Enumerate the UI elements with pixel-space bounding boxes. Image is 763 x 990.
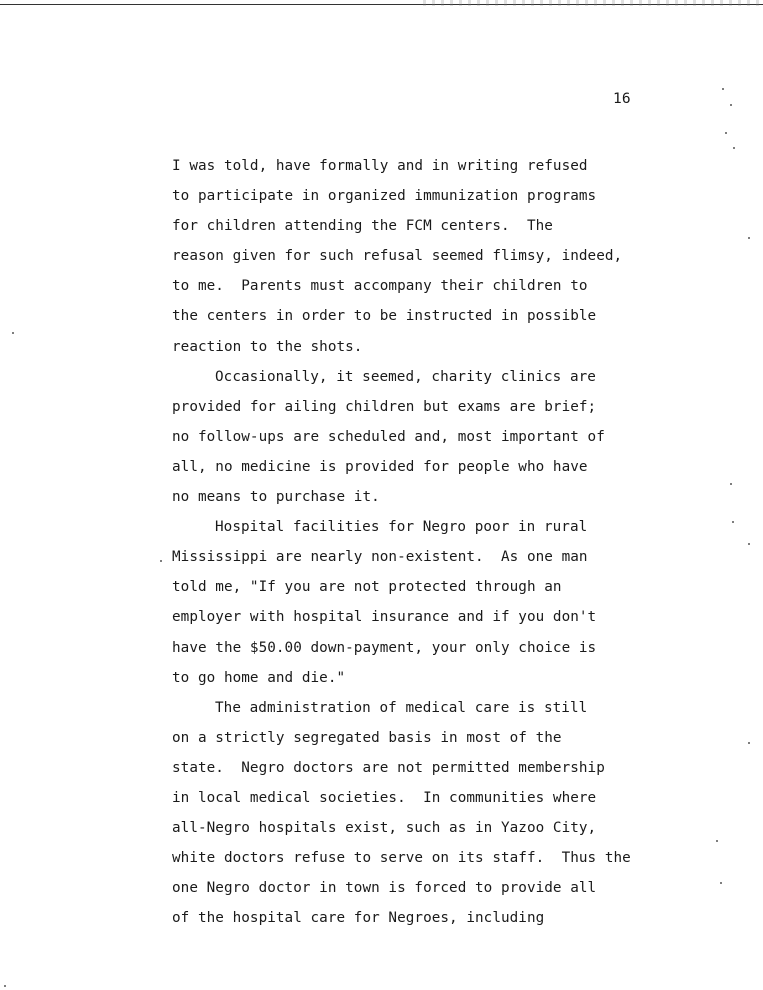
text-line: to participate in organized immunization programs bbox=[172, 188, 597, 205]
text-line: employer with hospital insurance and if you don't bbox=[172, 609, 597, 626]
scan-speck bbox=[748, 742, 750, 744]
scan-speck bbox=[716, 840, 718, 842]
text-line: have the $50.00 down-payment, your only choice is bbox=[172, 639, 597, 656]
text-line: for children attending the FCM centers. The bbox=[172, 218, 553, 235]
text-line: state. Negro doctors are not permitted membership bbox=[172, 759, 605, 776]
text-line: all-Negro hospitals exist, such as in Yazoo City, bbox=[172, 820, 597, 837]
text-line: no follow-ups are scheduled and, most important of bbox=[172, 428, 605, 445]
text-line: of the hospital care for Negroes, including bbox=[172, 910, 545, 927]
page-number: 16 bbox=[613, 91, 631, 107]
text-line: reaction to the shots. bbox=[172, 338, 363, 355]
text-line: white doctors refuse to serve on its staff. Thus the bbox=[172, 850, 631, 867]
text-line: told me, "If you are not protected through an bbox=[172, 579, 562, 596]
scan-speck bbox=[730, 483, 732, 485]
text-line: reason given for such refusal seemed flimsy, indeed, bbox=[172, 248, 623, 265]
scan-speck bbox=[733, 147, 735, 149]
scan-speck bbox=[732, 521, 734, 523]
paragraph-first-line: Hospital facilities for Negro poor in rural bbox=[215, 519, 588, 536]
text-line: one Negro doctor in town is forced to provide all bbox=[172, 880, 597, 897]
scan-speck bbox=[12, 332, 14, 334]
paragraph-first-line: The administration of medical care is still bbox=[215, 699, 588, 716]
scan-edge-noise bbox=[423, 0, 763, 6]
text-line: the centers in order to be instructed in possible bbox=[172, 308, 597, 325]
text-line: provided for ailing children but exams are brief; bbox=[172, 398, 597, 415]
scan-speck bbox=[720, 882, 722, 884]
text-line: in local medical societies. In communities where bbox=[172, 789, 597, 806]
text-line: Mississippi are nearly non-existent. As one man bbox=[172, 549, 588, 566]
text-line: to go home and die." bbox=[172, 669, 346, 686]
scan-speck bbox=[725, 132, 727, 134]
text-line: on a strictly segregated basis in most of the bbox=[172, 729, 562, 746]
paragraph-first-line: Occasionally, it seemed, charity clinics are bbox=[215, 368, 596, 385]
text-line: no means to purchase it. bbox=[172, 489, 380, 506]
scan-speck bbox=[748, 543, 750, 545]
scan-speck bbox=[748, 237, 750, 239]
scan-speck bbox=[160, 560, 162, 562]
scan-speck bbox=[722, 88, 724, 90]
scan-speck bbox=[730, 104, 732, 106]
text-line: I was told, have formally and in writing refused bbox=[172, 158, 588, 174]
text-line: all, no medicine is provided for people who have bbox=[172, 458, 588, 475]
scan-speck bbox=[4, 985, 6, 987]
document-body bbox=[172, 154, 692, 936]
text-line: to me. Parents must accompany their children to bbox=[172, 278, 588, 295]
